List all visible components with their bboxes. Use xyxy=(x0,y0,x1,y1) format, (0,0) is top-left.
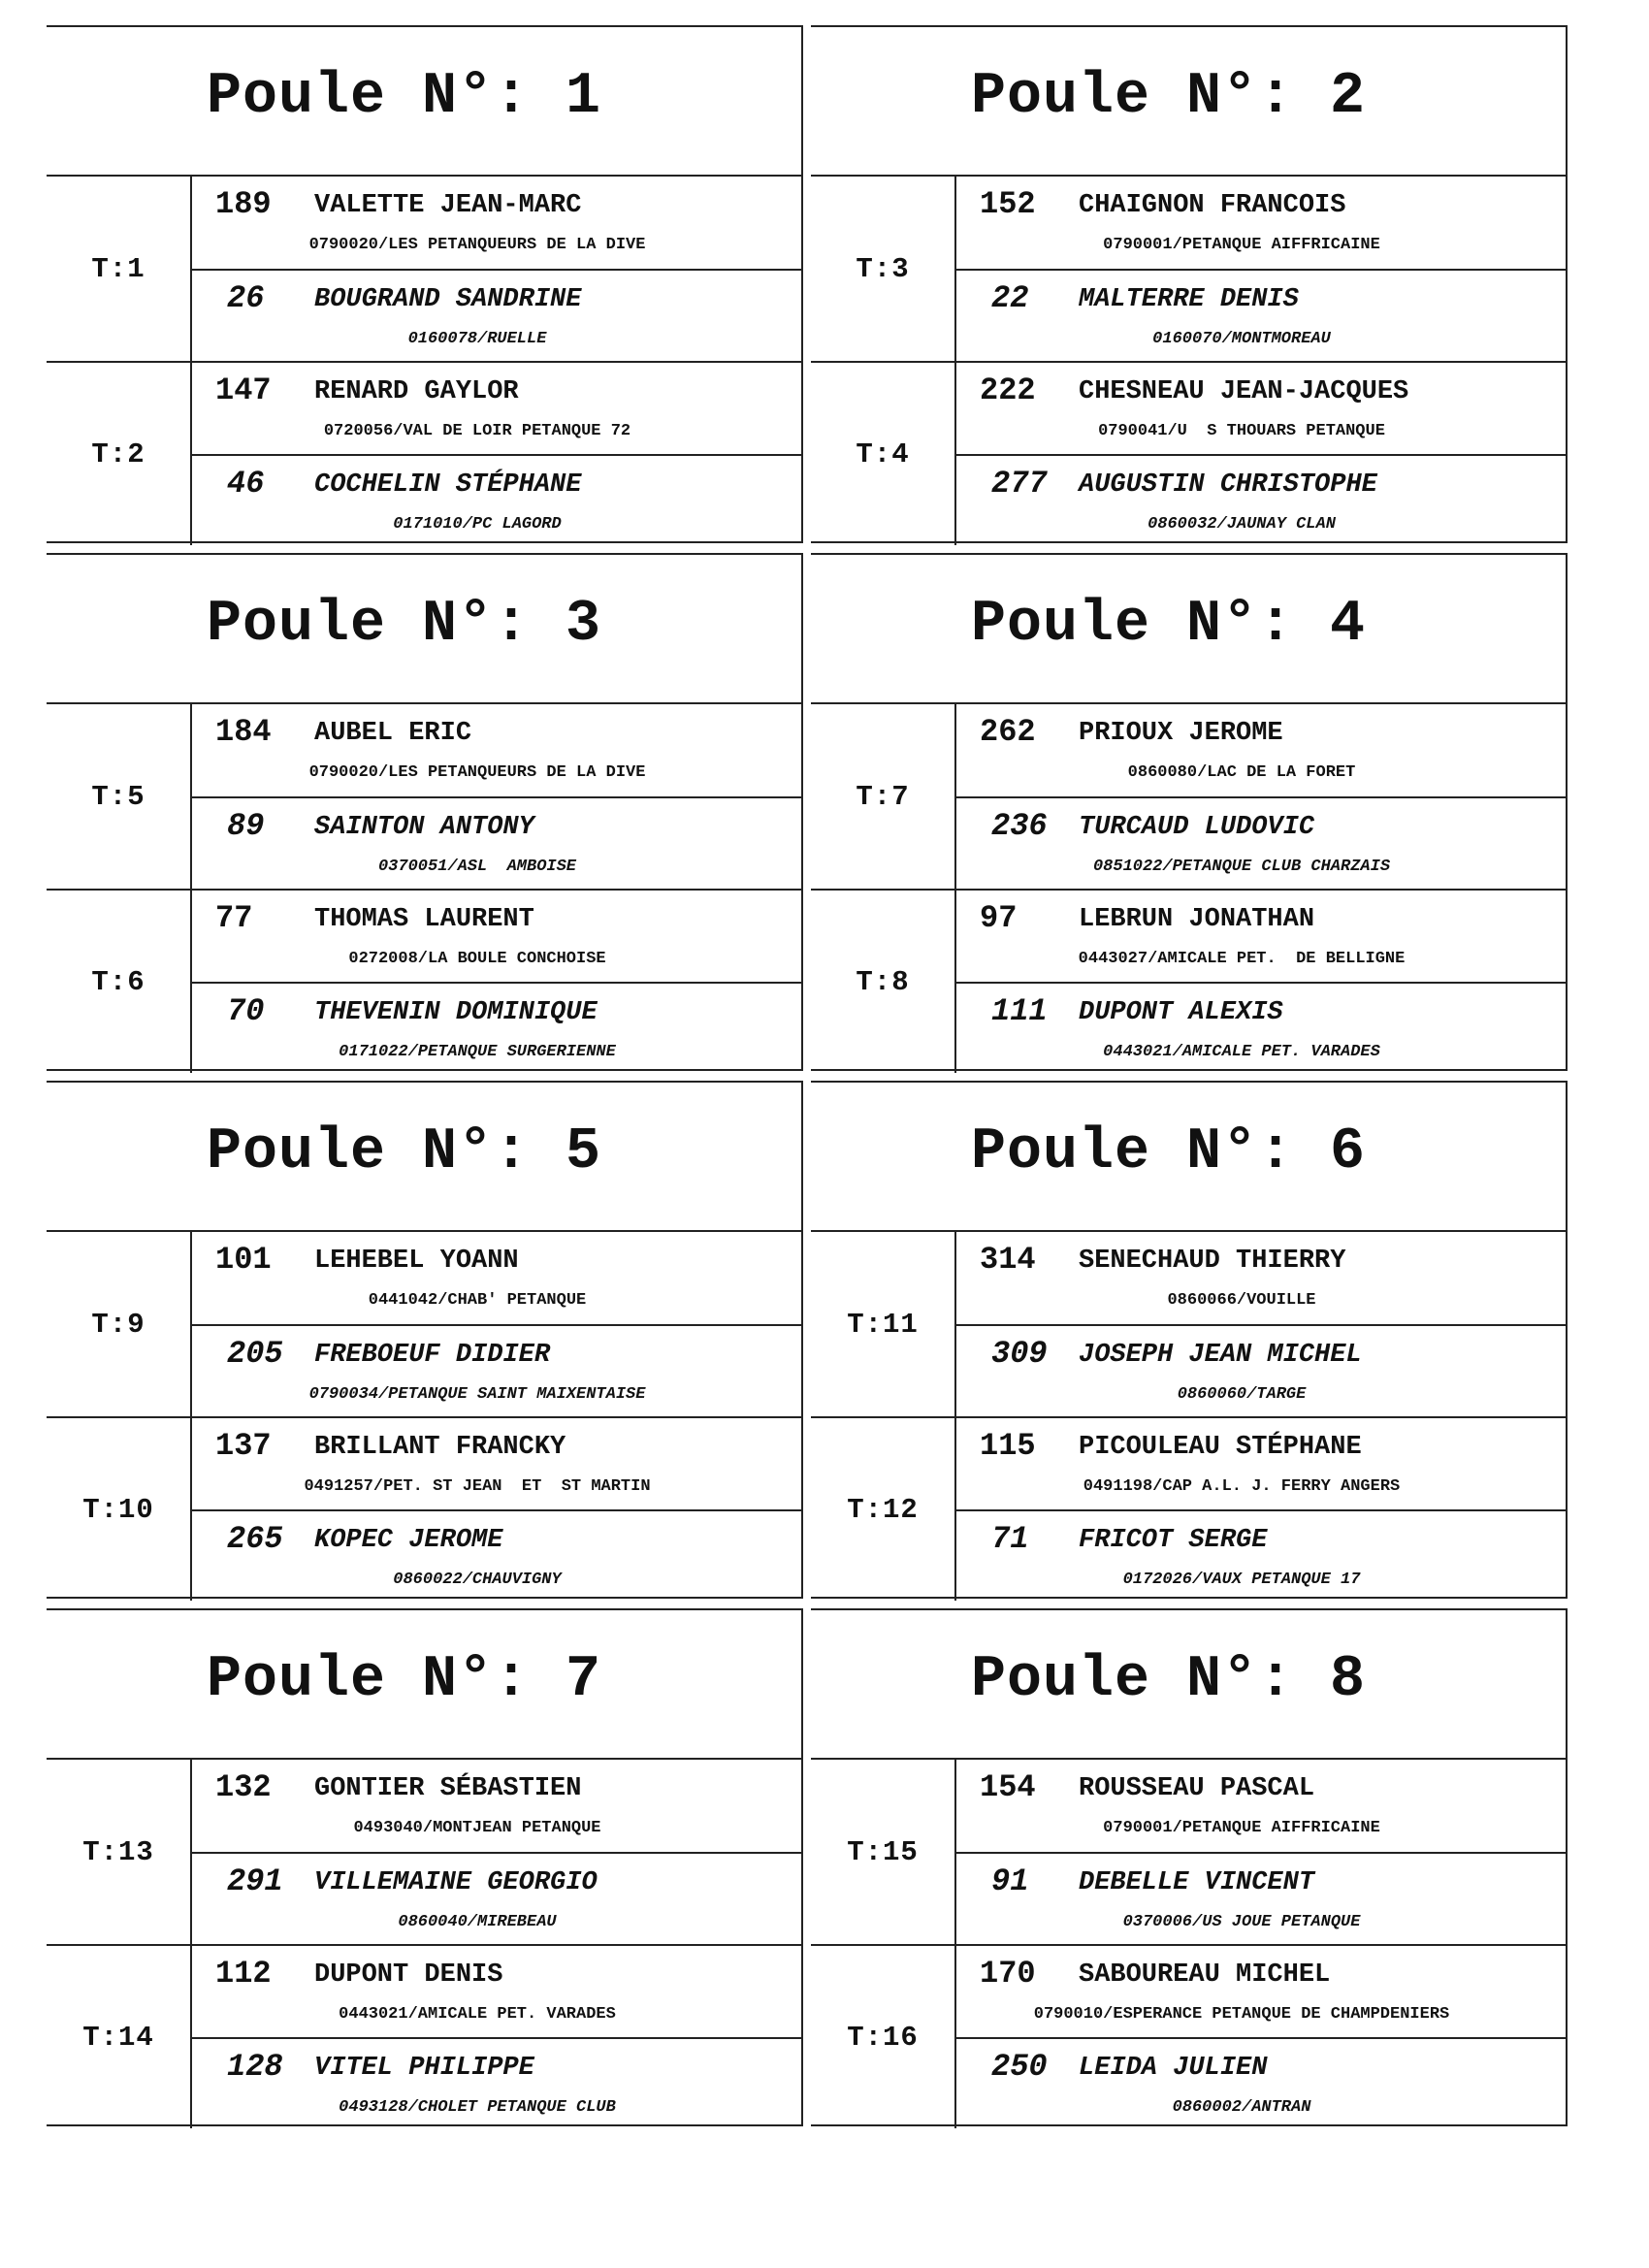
team-name: TURCAUD LUDOVIC xyxy=(1079,813,1315,842)
team-club: 0860066/VOUILLE xyxy=(1167,1291,1316,1310)
table-label: T:10 xyxy=(47,1418,192,1601)
poule-4 xyxy=(811,553,1568,1071)
team-name: THEVENIN DOMINIQUE xyxy=(314,997,598,1027)
team-entry xyxy=(192,177,801,269)
team-club: 0441042/CHAB' PETANQUE xyxy=(368,1291,587,1310)
table-block xyxy=(811,1944,1566,2128)
team-club: 0370006/US JOUE PETANQUE xyxy=(1122,1913,1361,1931)
team-column xyxy=(956,1946,1566,2128)
table-block xyxy=(811,1416,1566,1601)
team-number: 277 xyxy=(991,465,1048,502)
team-name: VALETTE JEAN-MARC xyxy=(314,191,582,220)
team-number: 101 xyxy=(215,1242,272,1278)
team-entry xyxy=(192,454,801,545)
team-column xyxy=(956,1232,1566,1416)
team-club: 0860022/CHAUVIGNY xyxy=(393,1570,562,1589)
team-club: 0720056/VAL DE LOIR PETANQUE 72 xyxy=(323,422,631,440)
team-number: 111 xyxy=(991,992,1048,1029)
team-column xyxy=(956,891,1566,1073)
table-label: T:4 xyxy=(811,363,956,545)
poule-title: Poule N°: 5 xyxy=(207,1119,602,1185)
team-entry xyxy=(192,1418,801,1509)
team-column xyxy=(192,1946,801,2128)
team-club: 0370051/ASL AMBOISE xyxy=(377,858,577,876)
team-name: SENECHAUD THIERRY xyxy=(1079,1247,1346,1276)
team-number: 89 xyxy=(227,808,265,844)
table-block xyxy=(47,889,801,1073)
table-label: T:6 xyxy=(47,891,192,1073)
poule-title: Poule N°: 2 xyxy=(971,64,1367,130)
table-label: T:11 xyxy=(811,1232,956,1416)
team-entry xyxy=(192,796,801,889)
team-column xyxy=(192,1232,801,1416)
team-club: 0790010/ESPERANCE PETANQUE DE CHAMPDENIERS xyxy=(1033,2005,1450,2024)
team-club: 0493128/CHOLET PETANQUE CLUB xyxy=(339,2097,616,2117)
team-number: 154 xyxy=(980,1769,1036,1805)
table-label: T:8 xyxy=(811,891,956,1073)
team-name: LEBRUN JONATHAN xyxy=(1079,905,1315,934)
team-number: 184 xyxy=(215,714,272,750)
team-number: 309 xyxy=(991,1336,1048,1372)
poule-title: Poule N°: 3 xyxy=(207,592,602,658)
team-name: VILLEMAINE GEORGIO xyxy=(314,1868,598,1897)
team-name: DEBELLE VINCENT xyxy=(1079,1868,1315,1897)
team-entry xyxy=(192,269,801,361)
team-entry xyxy=(956,363,1566,454)
table-block xyxy=(47,177,801,361)
poule-title: Poule N°: 8 xyxy=(971,1647,1367,1713)
team-entry xyxy=(192,704,801,796)
team-number: 97 xyxy=(980,900,1018,936)
team-column xyxy=(956,1760,1566,1944)
team-entry xyxy=(956,1509,1566,1601)
team-name: BOUGRAND SANDRINE xyxy=(314,285,582,314)
poule-header xyxy=(47,27,801,177)
team-entry xyxy=(192,363,801,454)
team-column xyxy=(956,363,1566,545)
poule-7 xyxy=(47,1608,803,2126)
team-entry xyxy=(192,1509,801,1601)
team-club: 0172026/VAUX PETANQUE 17 xyxy=(1122,1570,1361,1589)
team-number: 115 xyxy=(980,1428,1036,1464)
team-club: 0851022/PETANQUE CLUB CHARZAIS xyxy=(1092,858,1391,876)
team-name: THOMAS LAURENT xyxy=(314,905,534,934)
team-name: FREBOEUF DIDIER xyxy=(314,1341,551,1370)
team-entry xyxy=(192,1760,801,1852)
team-club: 0171010/PC LAGORD xyxy=(393,514,562,534)
table-label: T:1 xyxy=(47,177,192,361)
team-club: 0860032/JAUNAY CLAN xyxy=(1148,514,1336,534)
team-number: 22 xyxy=(991,280,1029,316)
team-club: 0160070/MONTMOREAU xyxy=(1152,330,1331,348)
team-column xyxy=(956,704,1566,889)
team-number: 236 xyxy=(991,808,1048,844)
team-name: CHESNEAU JEAN-JACQUES xyxy=(1079,377,1409,406)
poule-title: Poule N°: 7 xyxy=(207,1647,602,1713)
team-club: 0790041/U S THOUARS PETANQUE xyxy=(1098,422,1385,440)
team-club: 0443021/AMICALE PET. VARADES xyxy=(1103,1042,1380,1061)
team-entry xyxy=(192,1852,801,1944)
team-club: 0860080/LAC DE LA FORET xyxy=(1127,763,1356,782)
team-number: 250 xyxy=(991,2048,1048,2085)
team-club: 0790001/PETANQUE AIFFRICAINE xyxy=(1103,236,1380,254)
team-entry xyxy=(956,1760,1566,1852)
team-club: 0491198/CAP A.L. J. FERRY ANGERS xyxy=(1083,1477,1401,1496)
team-name: FRICOT SERGE xyxy=(1079,1525,1268,1555)
team-number: 170 xyxy=(980,1956,1036,1992)
team-club: 0272008/LA BOULE CONCHOISE xyxy=(348,950,606,968)
team-number: 265 xyxy=(227,1520,283,1557)
team-club: 0491257/PET. ST JEAN ET ST MARTIN xyxy=(304,1477,651,1496)
team-name: VITEL PHILIPPE xyxy=(314,2053,534,2083)
team-name: DUPONT ALEXIS xyxy=(1079,997,1283,1027)
poule-6 xyxy=(811,1081,1568,1599)
team-club: 0790020/LES PETANQUEURS DE LA DIVE xyxy=(308,763,646,782)
team-entry xyxy=(956,704,1566,796)
poule-header xyxy=(811,555,1566,704)
team-name: KOPEC JEROME xyxy=(314,1525,503,1555)
poule-header xyxy=(47,1610,801,1760)
team-entry xyxy=(956,1418,1566,1509)
table-block xyxy=(47,1760,801,1944)
team-name: PRIOUX JEROME xyxy=(1079,719,1283,748)
team-entry xyxy=(956,1324,1566,1416)
team-number: 26 xyxy=(227,280,265,316)
team-entry xyxy=(956,1232,1566,1324)
table-label: T:12 xyxy=(811,1418,956,1601)
team-club: 0860002/ANTRAN xyxy=(1172,2097,1311,2117)
table-block xyxy=(811,177,1566,361)
team-entry xyxy=(956,2037,1566,2128)
team-number: 152 xyxy=(980,186,1036,222)
poule-5 xyxy=(47,1081,803,1599)
table-label: T:15 xyxy=(811,1760,956,1944)
team-name: GONTIER SÉBASTIEN xyxy=(314,1774,582,1803)
team-number: 262 xyxy=(980,714,1036,750)
team-entry xyxy=(956,177,1566,269)
team-number: 112 xyxy=(215,1956,272,1992)
team-name: CHAIGNON FRANCOIS xyxy=(1079,191,1346,220)
team-number: 77 xyxy=(215,900,253,936)
team-entry xyxy=(956,891,1566,982)
team-number: 70 xyxy=(227,992,265,1029)
team-number: 222 xyxy=(980,373,1036,408)
team-number: 71 xyxy=(991,1520,1029,1557)
team-entry xyxy=(956,1852,1566,1944)
team-number: 314 xyxy=(980,1242,1036,1278)
team-number: 132 xyxy=(215,1769,272,1805)
team-column xyxy=(192,1760,801,1944)
team-column xyxy=(192,177,801,361)
table-block xyxy=(47,704,801,889)
poule-3 xyxy=(47,553,803,1071)
team-club: 0171022/PETANQUE SURGERIENNE xyxy=(339,1042,616,1061)
team-column xyxy=(192,363,801,545)
table-label: T:14 xyxy=(47,1946,192,2128)
team-entry xyxy=(956,982,1566,1073)
team-number: 189 xyxy=(215,186,272,222)
team-club: 0860040/MIREBEAU xyxy=(398,1913,557,1931)
table-block xyxy=(811,889,1566,1073)
team-name: JOSEPH JEAN MICHEL xyxy=(1079,1341,1362,1370)
table-block xyxy=(811,1760,1566,1944)
team-column xyxy=(956,177,1566,361)
table-block xyxy=(811,1232,1566,1416)
team-name: BRILLANT FRANCKY xyxy=(314,1433,566,1462)
team-column xyxy=(956,1418,1566,1601)
team-club: 0790034/PETANQUE SAINT MAIXENTAISE xyxy=(308,1385,646,1404)
team-entry xyxy=(192,1324,801,1416)
team-column xyxy=(192,891,801,1073)
team-entry xyxy=(192,1946,801,2037)
team-club: 0443021/AMICALE PET. VARADES xyxy=(339,2005,616,2024)
team-number: 291 xyxy=(227,1863,283,1899)
team-name: AUBEL ERIC xyxy=(314,719,472,748)
poule-title: Poule N°: 4 xyxy=(971,592,1367,658)
team-club: 0160078/RUELLE xyxy=(407,330,547,348)
team-name: ROUSSEAU PASCAL xyxy=(1079,1774,1315,1803)
team-entry xyxy=(192,2037,801,2128)
team-club: 0790001/PETANQUE AIFFRICAINE xyxy=(1103,1819,1380,1837)
team-entry xyxy=(956,269,1566,361)
table-block xyxy=(811,361,1566,545)
poule-header xyxy=(811,1610,1566,1760)
table-label: T:9 xyxy=(47,1232,192,1416)
team-entry xyxy=(192,1232,801,1324)
table-block xyxy=(47,1232,801,1416)
team-name: RENARD GAYLOR xyxy=(314,377,519,406)
team-name: LEIDA JULIEN xyxy=(1079,2053,1268,2083)
table-label: T:2 xyxy=(47,363,192,545)
team-number: 46 xyxy=(227,465,265,502)
team-number: 91 xyxy=(991,1863,1029,1899)
team-club: 0860060/TARGE xyxy=(1177,1385,1307,1404)
table-label: T:5 xyxy=(47,704,192,889)
team-club: 0493040/MONTJEAN PETANQUE xyxy=(353,1819,601,1837)
table-block xyxy=(811,704,1566,889)
team-name: AUGUSTIN CHRISTOPHE xyxy=(1079,470,1377,500)
team-entry xyxy=(192,891,801,982)
team-name: PICOULEAU STÉPHANE xyxy=(1079,1433,1362,1462)
table-label: T:16 xyxy=(811,1946,956,2128)
table-block xyxy=(47,1416,801,1601)
team-name: LEHEBEL YOANN xyxy=(314,1247,519,1276)
team-entry xyxy=(192,982,801,1073)
team-club: 0443027/AMICALE PET. DE BELLIGNE xyxy=(1078,950,1406,968)
poule-1 xyxy=(47,25,803,543)
team-column xyxy=(192,1418,801,1601)
table-label: T:13 xyxy=(47,1760,192,1944)
poule-title: Poule N°: 6 xyxy=(971,1119,1367,1185)
team-name: SABOUREAU MICHEL xyxy=(1079,1960,1331,1990)
table-label: T:7 xyxy=(811,704,956,889)
team-entry xyxy=(956,796,1566,889)
poule-header xyxy=(47,1083,801,1232)
team-number: 137 xyxy=(215,1428,272,1464)
team-name: COCHELIN STÉPHANE xyxy=(314,470,582,500)
poule-header xyxy=(811,1083,1566,1232)
team-name: MALTERRE DENIS xyxy=(1079,285,1299,314)
table-block xyxy=(47,361,801,545)
team-name: DUPONT DENIS xyxy=(314,1960,503,1990)
team-name: SAINTON ANTONY xyxy=(314,813,534,842)
poule-header xyxy=(811,27,1566,177)
poule-2 xyxy=(811,25,1568,543)
team-column xyxy=(192,704,801,889)
team-number: 205 xyxy=(227,1336,283,1372)
team-number: 128 xyxy=(227,2048,283,2085)
table-label: T:3 xyxy=(811,177,956,361)
poule-header xyxy=(47,555,801,704)
team-entry xyxy=(956,1946,1566,2037)
poule-title: Poule N°: 1 xyxy=(207,64,602,130)
team-entry xyxy=(956,454,1566,545)
table-block xyxy=(47,1944,801,2128)
team-club: 0790020/LES PETANQUEURS DE LA DIVE xyxy=(308,236,646,254)
team-number: 147 xyxy=(215,373,272,408)
poule-8 xyxy=(811,1608,1568,2126)
